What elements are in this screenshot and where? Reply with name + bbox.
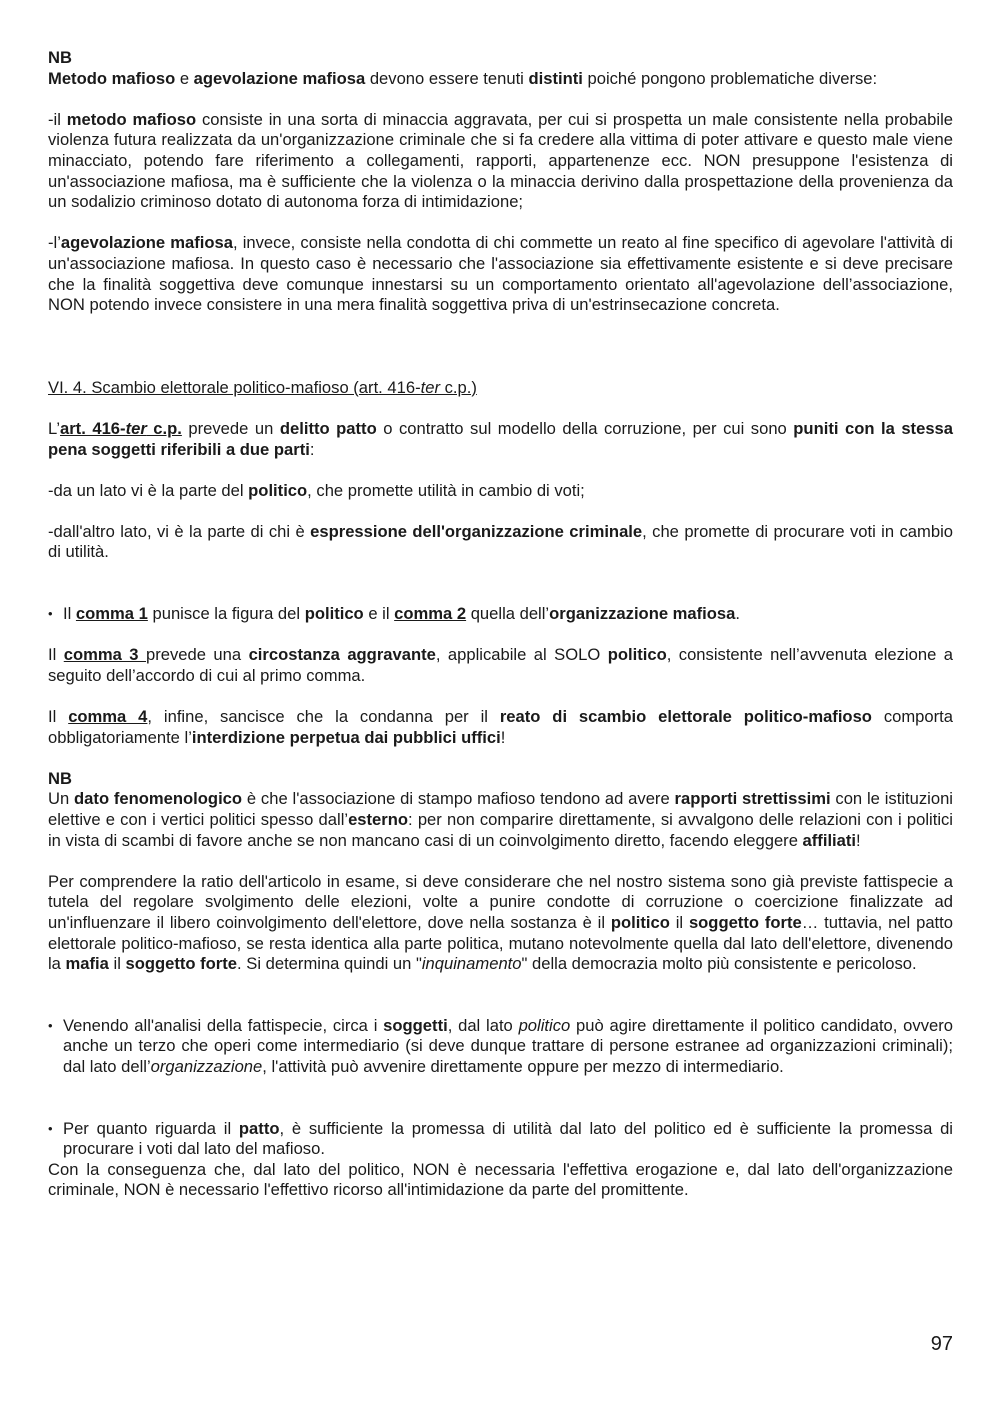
ratio-paragraph: Per comprendere la ratio dell'articolo in esame, si deve considerare che nel nostro sistema sono già previste fattispecie a tutela del regolare svolgimento delle elezioni, volte a punire condotte di corruzione o coercizione finalizzate ad un'influenzare il libero coinvolgimento dell'elettore, dove nella sostanza è il politico il soggetto forte… tuttavia, nel patto elettorale politico-mafioso, se resta identica alla parte politica, mutano notevolmente quella dal lato dell'elettore, divenendo la mafia il soggetto forte. Si determina quindi un "inquinamento" della democrazia molto più consistente e pericoloso. xyxy=(48,871,953,974)
art-416-ter-reference: art. 416-ter c.p. xyxy=(60,418,182,438)
soggetti-bullet: • Venendo all'analisi della fattispecie, circa i soggetti, dal lato politico può agire direttamente il politico candidato, ovvero anche un terzo che operi come intermediario (si deve dunque trattare di persone estranee ad organizzazioni criminali); dal lato dell’organizzazione, l'attività può avvenire direttamente oppure per mezzo di intermediario. xyxy=(48,1016,953,1078)
metodo-mafioso-paragraph: -il metodo mafioso consiste in una sorta di minaccia aggravata, per cui si prospetta un male consistente nella probabile violenza futura realizzata da un'organizzazione criminale che si fa credere alla vittima di poter attivare e questo male viene minacciato, potendo fare riferimento a collegamenti, rapporti, appartenenze ecc. NON presuppone l'esistenza di un'associazione mafiosa, ma è sufficiente che la violenza o la minaccia derivino dalla prospettazione della provenienza da un sodalizio criminoso dotato di autonoma forza di intimidazione; xyxy=(48,109,953,212)
page-number: 97 xyxy=(930,1333,953,1355)
nb-heading-2: NB xyxy=(48,768,72,788)
art-416-ter-paragraph: L’art. 416-ter c.p. prevede un delitto patto o contratto sul modello della corruzione, per cui sono puniti con la stessa pena soggetti riferibili a due parti: xyxy=(48,418,954,459)
dato-fenomenologico-paragraph: Un dato fenomenologico è che l'associazione di stampo mafioso tendono ad avere rapporti strettissimi con le istituzioni elettive e con i vertici politici spesso dall’esterno: per non comparire direttamente, si avvalgono delle relazioni con i politici in vista di scambi di favore anche se non mancano casi di un coinvolgimento diretto, facendo eleggere affiliati! xyxy=(48,789,953,850)
patto-bullet: • Per quanto riguarda il patto, è sufficiente la promessa di utilità dal lato del politico ed è sufficiente la promessa di procurare i voti dal lato del mafioso. xyxy=(48,1119,953,1160)
conseguenza-paragraph: Con la conseguenza che, dal lato del politico, NON è necessaria l'effettiva erogazione e, dal lato dell'organizzazione criminale, NON è necessario l'effettivo ricorso all'intimidazione da parte del promittente. xyxy=(48,1159,953,1200)
section-title: VI. 4. Scambio elettorale politico-mafioso (art. 416-ter c.p.) xyxy=(48,377,477,397)
document-page xyxy=(48,48,953,1201)
nb-intro-paragraph: Metodo mafioso e agevolazione mafiosa devono essere tenuti distinti poiché pongono problematiche diverse: xyxy=(48,68,878,88)
parte-organizzazione-paragraph: -dall'altro lato, vi è la parte di chi è espressione dell'organizzazione criminale, che promette di procurare voti in cambio di utilità. xyxy=(48,521,953,562)
nb-heading: NB xyxy=(48,48,72,67)
comma-3-paragraph: Il comma 3 prevede una circostanza aggravante, applicabile al SOLO politico, consistente nell’avvenuta elezione a seguito dell’accordo di cui al primo comma. xyxy=(48,645,953,685)
parte-politico-paragraph: -da un lato vi è la parte del politico, che promette utilità in cambio di voti; xyxy=(48,480,585,500)
comma-4-paragraph: Il comma 4, infine, sancisce che la condanna per il reato di scambio elettorale politico-mafioso comporta obbligatoriamente l’interdizione perpetua dai pubblici uffici! xyxy=(48,707,953,747)
commi-1-2-bullet: • Il comma 1 punisce la figura del politico e il comma 2 quella dell’organizzazione mafiosa. xyxy=(48,604,953,625)
agevolazione-mafiosa-paragraph: -l’agevolazione mafiosa, invece, consiste nella condotta di chi commette un reato al fine specifico di agevolare l'attività di un'associazione mafiosa. In questo caso è necessario che l'associazione sia effettivamente esistente e si deve precisare che la finalità soggettiva deve comunque innestarsi su un comportamento orientato all'agevolazione dell’associazione, NON potendo invece consistere in una mera finalità soggettiva priva di un'estrinsecazione concreta. xyxy=(48,233,953,315)
